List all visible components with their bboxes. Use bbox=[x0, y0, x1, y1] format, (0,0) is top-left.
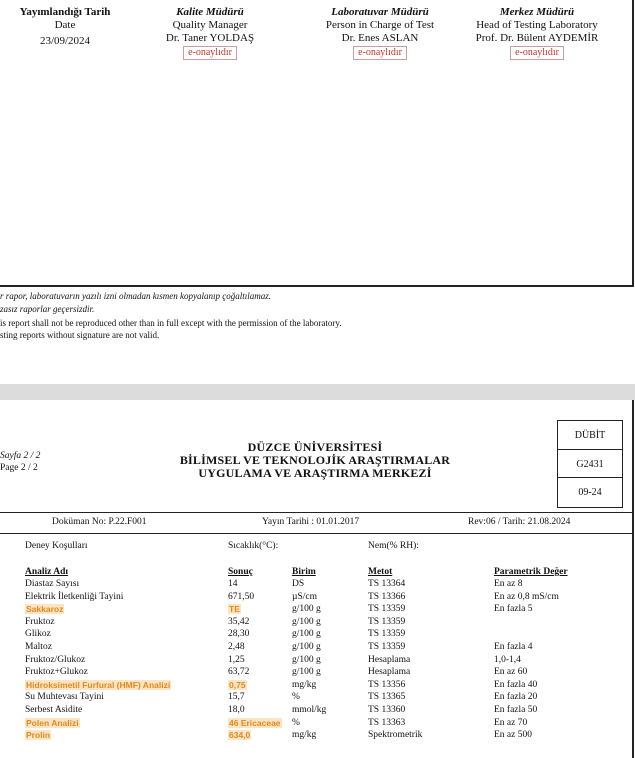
method: TS 13359 bbox=[368, 604, 406, 615]
document-number: Doküman No: P.22.F001 bbox=[52, 517, 147, 527]
table-row bbox=[0, 641, 632, 653]
method: TS 13359 bbox=[368, 629, 406, 640]
unit: µS/cm bbox=[292, 591, 318, 602]
result-value: 14 bbox=[228, 579, 238, 589]
result-value: 671,50 bbox=[228, 591, 255, 602]
sig-subtitle: Date bbox=[54, 19, 76, 31]
sig-name: Dr. Taner YOLDAŞ bbox=[165, 32, 255, 44]
result-value: 28,30 bbox=[228, 629, 250, 640]
analysis-name: Elektrik İletkenliği Tayini bbox=[25, 591, 124, 602]
method: TS 13356 bbox=[368, 679, 406, 690]
unit: g/100 g bbox=[292, 642, 321, 652]
col-method: Metot bbox=[368, 567, 393, 577]
unit: g/100 g bbox=[292, 604, 321, 615]
sig-title: Kalite Müdürü bbox=[176, 6, 244, 18]
analysis-name: Fruktoz bbox=[25, 616, 55, 627]
method: Spektrometrik bbox=[368, 730, 423, 741]
analysis-name: Fruktoz/Glukoz bbox=[25, 654, 86, 665]
sig-subtitle: Quality Manager bbox=[172, 19, 248, 31]
analysis-name: Maltoz bbox=[25, 642, 52, 652]
col-parametric: Parametrik Değer bbox=[494, 567, 568, 577]
parametric-value: 1,0-1,4 bbox=[494, 654, 521, 665]
analysis-name: Glikoz bbox=[25, 629, 51, 640]
result-value: 2,48 bbox=[228, 642, 245, 652]
analysis-name: Diastaz Sayısı bbox=[25, 579, 80, 589]
table-row bbox=[0, 603, 632, 615]
humidity-label: Nem(% RH): bbox=[368, 541, 419, 551]
method: TS 13359 bbox=[368, 642, 406, 652]
table-row bbox=[0, 591, 632, 603]
result-value: 35,42 bbox=[228, 616, 250, 627]
sig-name: Dr. Enes ASLAN bbox=[341, 32, 419, 44]
method: TS 13363 bbox=[368, 717, 406, 728]
page-number-en: Page 2 / 2 bbox=[0, 463, 38, 473]
table-row bbox=[0, 654, 632, 666]
title-line-2: BİLİMSEL VE TEKNOLOJİK ARAŞTIRMALAR bbox=[179, 453, 451, 467]
method: Hesaplama bbox=[368, 654, 411, 665]
result-value bbox=[228, 679, 247, 692]
highlighted-text: Polen Analizi bbox=[26, 717, 79, 728]
org-code: DÜBİT bbox=[574, 430, 606, 441]
unit: mmol/kg bbox=[292, 705, 327, 715]
unit: g/100 g bbox=[292, 667, 321, 678]
header-rule-bottom bbox=[0, 533, 632, 534]
parametric-value: En az 0,8 mS/cm bbox=[494, 591, 559, 602]
sig-subtitle: Head of Testing Laboratory bbox=[476, 19, 598, 31]
report-code-box bbox=[557, 420, 623, 508]
table-row bbox=[0, 704, 632, 716]
method: TS 13360 bbox=[368, 705, 406, 715]
title-line-1: DÜZCE ÜNİVERSİTESİ bbox=[247, 440, 383, 454]
parametric-value: En az 500 bbox=[494, 730, 532, 741]
sig-title: Yayımlandığı Tarih bbox=[19, 6, 111, 18]
approval-stamp: e-onaylıdır bbox=[183, 46, 237, 60]
col-analysis: Analiz Adı bbox=[25, 567, 69, 577]
result-value bbox=[228, 603, 241, 616]
disclaimer-en-2: sting reports without signature are not valid. bbox=[0, 330, 160, 340]
method: TS 13365 bbox=[368, 692, 406, 703]
analysis-name bbox=[25, 679, 171, 692]
highlighted-text: TE bbox=[229, 604, 240, 615]
header-rule-top bbox=[0, 512, 632, 513]
disclaimer-tr-2: zasız raporlar geçersizdir. bbox=[0, 304, 95, 314]
analysis-name: Su Muhtevası Tayini bbox=[25, 692, 104, 703]
title-line-3: UYGULAMA VE ARAŞTIRMA MERKEZİ bbox=[198, 466, 432, 480]
analysis-name bbox=[25, 603, 64, 616]
signature-center-manager bbox=[462, 6, 612, 60]
unit: g/100 g bbox=[292, 616, 321, 627]
highlighted-text: 0,75 bbox=[229, 679, 246, 690]
method: TS 13359 bbox=[368, 616, 406, 627]
revision: Rev:06 / Tarih: 21.08.2024 bbox=[468, 517, 571, 527]
table-row bbox=[0, 578, 632, 590]
parametric-value: En fazla 5 bbox=[494, 604, 533, 615]
disclaimer-tr-1: r rapor, laboratuvarın yazılı izni olmadan kısmen kopyalanıp çoğaltılamaz. bbox=[0, 291, 271, 301]
sig-title: Merkez Müdürü bbox=[499, 6, 575, 18]
test-conditions: Deney Koşulları bbox=[25, 541, 88, 551]
parametric-value: En az 60 bbox=[494, 667, 528, 678]
result-value: 15,7 bbox=[228, 692, 245, 703]
results-table-header bbox=[0, 566, 632, 578]
result-value: 63,72 bbox=[228, 667, 250, 678]
parametric-value: En fazla 20 bbox=[494, 692, 538, 703]
parametric-value: En az 70 bbox=[494, 717, 528, 728]
signature-quality-manager bbox=[135, 6, 285, 60]
table-row bbox=[0, 628, 632, 640]
unit: g/100 g bbox=[292, 654, 321, 665]
parametric-value: En az 8 bbox=[494, 579, 523, 589]
unit: mg/kg bbox=[292, 679, 317, 690]
unit: % bbox=[292, 717, 300, 728]
analysis-name bbox=[25, 717, 80, 730]
highlighted-text: Hidroksimetil Furfural (HMF) Analizi bbox=[26, 679, 171, 690]
table-row bbox=[0, 729, 632, 741]
signature-lab-manager bbox=[305, 6, 455, 60]
codebox-divider bbox=[558, 477, 622, 478]
col-result: Sonuç bbox=[228, 567, 253, 577]
sig-subtitle: Person in Charge of Test bbox=[325, 19, 435, 31]
report-date: 09-24 bbox=[578, 487, 602, 498]
result-value: 1,25 bbox=[228, 654, 245, 665]
disclaimer-en-1: is report shall not be reproduced other than in full except with the permission of the laboratory. bbox=[0, 318, 342, 328]
method: Hesaplama bbox=[368, 667, 411, 678]
codebox-divider bbox=[558, 449, 622, 450]
highlighted-text: 634,0 bbox=[229, 730, 251, 741]
table-row bbox=[0, 691, 632, 703]
parametric-value: En fazla 4 bbox=[494, 642, 533, 652]
result-value bbox=[228, 717, 282, 730]
analysis-name bbox=[25, 729, 51, 742]
temperature-label: Sıcaklık(°C): bbox=[228, 541, 279, 551]
report-code: G2431 bbox=[576, 459, 604, 470]
sig-date-value: 23/09/2024 bbox=[39, 35, 91, 47]
method: TS 13364 bbox=[368, 579, 406, 589]
table-row bbox=[0, 616, 632, 628]
method: TS 13366 bbox=[368, 591, 406, 602]
highlighted-text: Prolin bbox=[26, 730, 51, 741]
page-number-tr: Sayfa 2 / 2 bbox=[0, 451, 41, 461]
col-unit: Birim bbox=[292, 567, 316, 577]
table-row bbox=[0, 666, 632, 678]
result-value: 18,0 bbox=[228, 705, 245, 715]
report-title bbox=[150, 441, 480, 480]
parametric-value: En fazla 40 bbox=[494, 679, 538, 690]
table-row bbox=[0, 717, 632, 729]
unit: mg/kg bbox=[292, 730, 317, 741]
sig-title: Laboratuvar Müdürü bbox=[331, 6, 429, 18]
table-row bbox=[0, 679, 632, 691]
page-gap bbox=[0, 384, 635, 400]
analysis-name: Serbest Asidite bbox=[25, 705, 83, 715]
analysis-name: Fruktoz+Glukoz bbox=[25, 667, 88, 678]
unit: g/100 g bbox=[292, 629, 321, 640]
signature-date bbox=[0, 6, 140, 48]
sig-name: Prof. Dr. Bülent AYDEMİR bbox=[475, 32, 599, 44]
result-value bbox=[228, 729, 251, 742]
highlighted-text: 46 Ericaceae bbox=[229, 717, 281, 728]
highlighted-text: Sakkaroz bbox=[26, 604, 64, 615]
publish-date: Yayın Tarihi : 01.01.2017 bbox=[262, 517, 360, 527]
parametric-value: En fazla 50 bbox=[494, 705, 538, 715]
approval-stamp: e-onaylıdır bbox=[510, 46, 564, 60]
unit: % bbox=[292, 692, 300, 703]
approval-stamp: e-onaylıdır bbox=[353, 46, 407, 60]
unit: DS bbox=[292, 579, 305, 589]
